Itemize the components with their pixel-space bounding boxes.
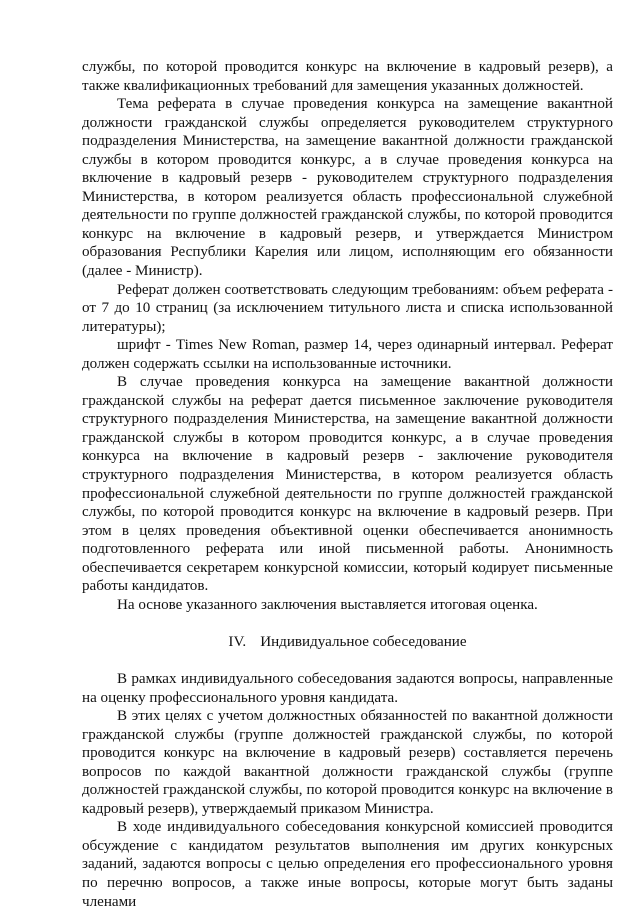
paragraph-interview-questions: В рамках индивидуального собеседования задаются вопросы, направленные на оценку профессионального уровня кандидата. (82, 670, 613, 706)
document-page (82, 58, 613, 911)
paragraph-final-grade: На основе указанного заключения выставляется итоговая оценка. (117, 596, 538, 613)
paragraph-essay-topic: Тема реферата в случае проведения конкурса на замещение вакантной должности гражданской службы определяется руководителем структурного подразделения Министерства, на замещение вакантной должности гражданской службы в котором проводится конкурс, а в случае проведения конкурса на включение в кадровый резерв - руководителем структурного подразделения Министерства, в котором реализуется область профессиональной служебной деятельности по группе должностей гражданской службы, по которой проводится конкурс на включение в кадровый резерв, и утверждается Министром образования Республики Карелия или лицом, исполняющим его обязанности (далее - Министр). (82, 96, 613, 280)
section-number: IV. (228, 634, 247, 651)
section-title: Индивидуальное собеседование (260, 634, 467, 651)
paragraph-essay-review: В случае проведения конкурса на замещение вакантной должности гражданской службы на реферат дается письменное заключение руководителя структурного подразделения Министерства, на замещение вакантной должности гражданской службы в котором проводится конкурс, а в случае проведения конкурса на включение в кадровый резерв - заключение руководителя структурного подразделения Министерства, в котором реализуется область профессиональной служебной деятельности по группе должностей гражданской службы, по которой проводится конкурс на включение в кадровый резерв. При этом в целях проведения объективной оценки обеспечивается анонимность подготовленного реферата или иной письменной работы. Анонимность обеспечивается секретарем конкурсной комиссии, который кодирует письменные работы кандидатов. (82, 374, 613, 595)
paragraph-essay-font: шрифт - Times New Roman, размер 14, через одинарный интервал. Реферат должен содержать ссылки на использованные источники. (82, 337, 613, 372)
paragraph-essay-requirements: Реферат должен соответствовать следующим требованиям: объем реферата - от 7 до 10 страниц (за исключением титульного листа и списка использованной литературы); (82, 281, 613, 335)
section-heading (82, 633, 613, 652)
paragraph-question-list: В этих целях с учетом должностных обязанностей по вакантной должности гражданской службы (группе должностей гражданской службы, по которой проводится конкурс на включение в кадровый резерв) составляется перечень вопросов по каждой вакантной должности гражданской службы (группе должностей гражданской службы, по которой проводится конкурс на включение в кадровый резерв), утверждаемый приказом Министра. (82, 708, 613, 817)
paragraph-interview-discussion: В ходе индивидуального собеседования конкурсной комиссией проводится обсуждение с кандидатом результатов выполнения им других конкурсных заданий, задаются вопросы с целью определения его профессионального уровня по перечню вопросов, а также иные вопросы, которые могут быть заданы членами (82, 819, 613, 910)
paragraph-continuation: службы, по которой проводится конкурс на включение в кадровый резерв), а также квалификационных требований для замещения указанных должностей. (82, 59, 613, 94)
